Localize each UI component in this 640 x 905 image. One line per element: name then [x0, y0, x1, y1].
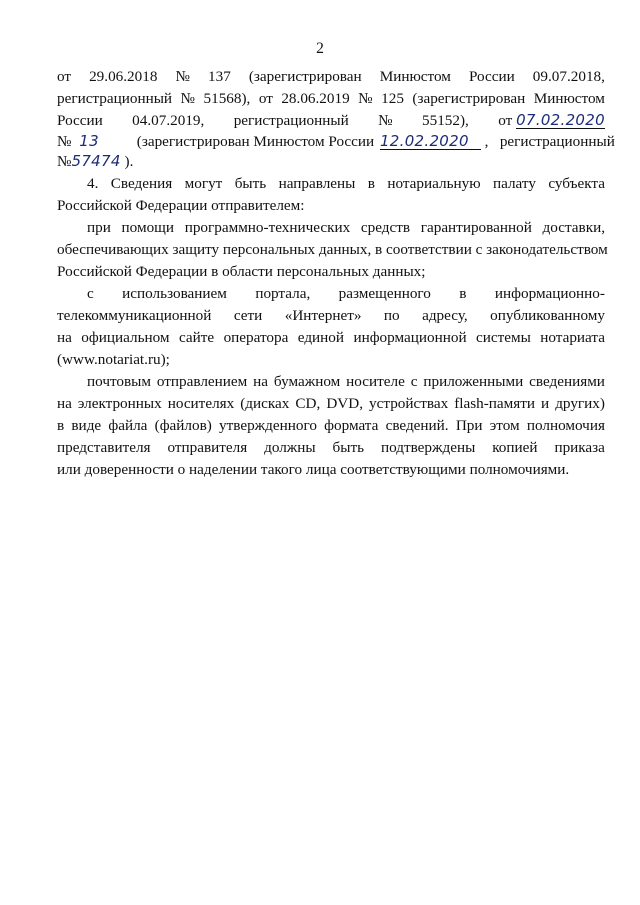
line-2 [57, 89, 605, 108]
word: виде [71, 417, 102, 434]
word: быть [332, 439, 365, 456]
word: системы [476, 329, 531, 346]
word: размещенного [338, 285, 431, 302]
word: могут [184, 175, 223, 192]
word: DVD, [326, 395, 364, 412]
word: России [468, 68, 515, 85]
word: полномочия [526, 417, 605, 434]
word: носителях [167, 395, 235, 412]
line-13 [57, 328, 605, 347]
line-18 [57, 438, 605, 457]
word: единой [297, 329, 345, 346]
word: средств [360, 219, 411, 236]
handwritten-date-2-underline [380, 134, 481, 150]
word: палату [492, 175, 536, 192]
line-1 [57, 67, 605, 86]
word: телекоммуникационной [57, 307, 212, 324]
line-5 [57, 152, 605, 171]
word: электронных [77, 395, 162, 412]
word: Минюстом [379, 68, 451, 85]
word: носителе [346, 373, 405, 390]
handwritten-date-1-underline [516, 113, 605, 129]
word: CD, [295, 395, 321, 412]
line-4-end: , регистрационный [484, 133, 615, 150]
word: при [87, 219, 111, 236]
word: официальном [81, 329, 170, 346]
word: с [410, 373, 418, 390]
word: оператора [223, 329, 289, 346]
word: на [57, 329, 72, 346]
line-4-mid: (зарегистрирован Минюстом России [136, 133, 375, 150]
word: использованием [122, 285, 227, 302]
word: № [358, 90, 373, 107]
word: с [87, 285, 94, 302]
word: других) [555, 395, 605, 412]
word: (дисках [240, 395, 290, 412]
handwritten-date-1: 07.02.2020 [516, 111, 605, 129]
word: сведениями [529, 373, 605, 390]
number-sign: № [57, 133, 72, 150]
word: (зарегистрирован [412, 90, 526, 107]
word: от [258, 90, 273, 107]
word: доставки, [542, 219, 605, 236]
word: устройствах [369, 395, 449, 412]
line-15 [87, 372, 605, 391]
word: в [367, 175, 375, 192]
word: гарантированной [420, 219, 532, 236]
word: программно-технических [184, 219, 351, 236]
word: 4. [87, 175, 99, 192]
word: flash-памяти [454, 395, 536, 412]
word: сайте [178, 329, 215, 346]
word: на [57, 395, 72, 412]
word: сети [233, 307, 263, 324]
word: и [541, 395, 550, 412]
word: № [175, 68, 190, 85]
line-12 [57, 306, 605, 325]
word: 28.06.2019 [281, 90, 350, 107]
word: почтовым [87, 373, 151, 390]
line-6 [87, 174, 605, 193]
line-8 [87, 218, 605, 237]
word: 51568), [203, 90, 251, 107]
line-9: обеспечивающих защиту персональных данных, в соответствии с законодательством [57, 241, 608, 258]
word: от [57, 68, 72, 85]
line-11 [87, 284, 605, 303]
word: отправителя [167, 439, 248, 456]
word: информационно- [494, 285, 605, 302]
line-10: Российской Федерации в области персональных данных; [57, 263, 426, 280]
word: в [459, 285, 467, 302]
word: «Интернет» [284, 307, 362, 324]
line-14: (www.notariat.ru); [57, 351, 170, 368]
word: представителя [57, 439, 151, 456]
line-5-end: ). [124, 153, 134, 170]
word: направлены [278, 175, 356, 192]
word: информационной [353, 329, 467, 346]
word: 04.07.2019, [132, 112, 205, 129]
handwritten-reg-number: 57474 [71, 152, 121, 170]
word: 137 [208, 68, 231, 85]
word: России [57, 112, 103, 129]
date-field [498, 111, 605, 130]
word: 09.07.2018, [532, 68, 605, 85]
word: отправлением [156, 373, 248, 390]
word: копией [492, 439, 538, 456]
word: утвержденного [219, 417, 317, 434]
word: 55152), [422, 112, 469, 129]
handwritten-date-2: 12.02.2020 [379, 132, 469, 150]
word: № [378, 112, 393, 129]
word: При [455, 417, 483, 434]
word: должны [264, 439, 316, 456]
word: приказа [554, 439, 605, 456]
line-3 [57, 111, 605, 130]
word: помощи [121, 219, 175, 236]
word: 29.06.2018 [89, 68, 158, 85]
line-4 [57, 132, 615, 151]
number-sign: № [57, 153, 72, 170]
line-19: или доверенности о наделении такого лица соответствующими полномочиями. [57, 461, 570, 478]
page-number: 2 [316, 40, 324, 57]
word: (зарегистрирован [248, 68, 362, 85]
line-17 [57, 416, 605, 435]
word: бумажном [273, 373, 341, 390]
word: субъекта [548, 175, 605, 192]
word: портала, [255, 285, 311, 302]
word: Минюстом [533, 90, 605, 107]
word: сведений. [385, 417, 449, 434]
word: (файлов) [154, 417, 212, 434]
line-7: Российской Федерации отправителем: [57, 197, 305, 214]
word: по [383, 307, 400, 324]
word: Сведения [110, 175, 173, 192]
word: регистрационный [233, 112, 349, 129]
word: от [498, 112, 513, 129]
word: № [180, 90, 196, 107]
line-16 [57, 394, 605, 413]
word: нотариальную [387, 175, 481, 192]
word: формата [324, 417, 379, 434]
word: приложенными [423, 373, 524, 390]
word: быть [234, 175, 267, 192]
word: нотариата [540, 329, 605, 346]
word: этом [489, 417, 520, 434]
handwritten-number: 13 [79, 132, 99, 150]
word: файла [108, 417, 148, 434]
word: на [253, 373, 269, 390]
word: регистрационный [57, 90, 173, 107]
word: в [57, 417, 65, 434]
word: 125 [381, 90, 404, 107]
word: адресу, [422, 307, 468, 324]
word: опубликованному [490, 307, 605, 324]
word: подтверждены [380, 439, 476, 456]
